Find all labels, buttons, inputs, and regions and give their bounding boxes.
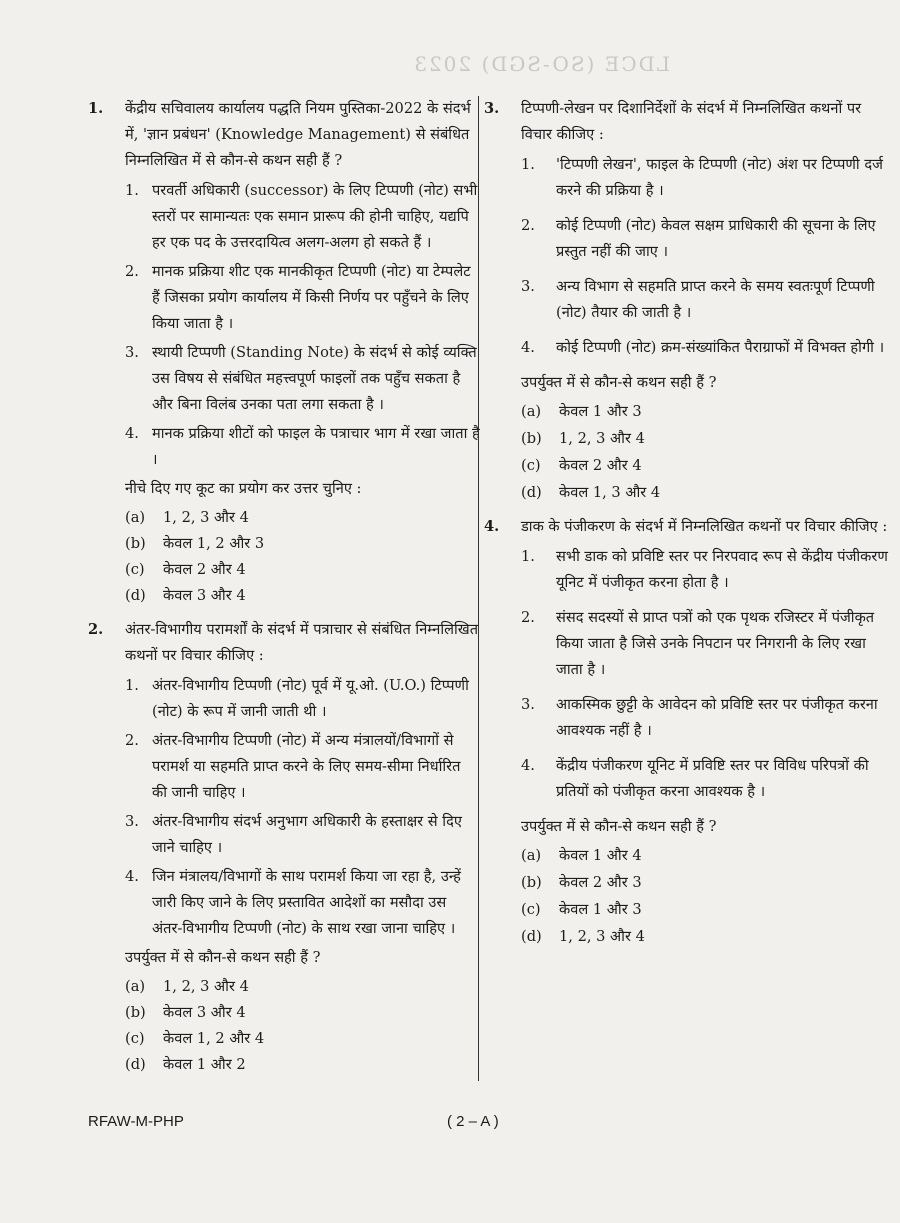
- statement-text: अंतर-विभागीय टिप्पणी (नोट) में अन्य मंत्रालयों/विभागों से परामर्श या सहमति प्राप्त करने के लिए समय-सीमा निर्धारित की जानी चाहिए ।: [152, 732, 461, 801]
- option-letter: (a): [125, 978, 146, 995]
- statement-item: [125, 178, 480, 256]
- option-text: 1, 2, 3 और 4: [163, 509, 249, 526]
- option-a[interactable]: [521, 399, 888, 425]
- option-c[interactable]: [521, 453, 888, 479]
- statement-item: [125, 864, 480, 942]
- option-letter: (a): [521, 847, 542, 864]
- statement-number: 2.: [521, 609, 535, 626]
- option-text: केवल 1 और 4: [559, 847, 642, 864]
- question-prompt: उपर्युक्त में से कौन-से कथन सही हैं ?: [125, 949, 321, 966]
- statement-text: कोई टिप्पणी (नोट) केवल सक्षम प्राधिकारी की सूचना के लिए प्रस्तुत नहीं की जाए ।: [556, 217, 876, 260]
- statement-text: कोई टिप्पणी (नोट) क्रम-संख्यांकित पैराग्राफों में विभक्त होगी ।: [556, 339, 885, 356]
- option-text: केवल 1, 2 और 4: [163, 1030, 265, 1047]
- option-letter: (a): [521, 403, 542, 420]
- option-text: केवल 1 और 2: [163, 1056, 246, 1073]
- statement-text: मानक प्रक्रिया शीटों को फाइल के पत्राचार भाग में रखा जाता है ।: [152, 425, 480, 468]
- statement-list: [125, 178, 480, 473]
- statement-item: [125, 340, 480, 418]
- question-text: डाक के पंजीकरण के संदर्भ में निम्नलिखित कथनों पर विचार कीजिए :: [521, 518, 888, 535]
- option-text: केवल 1, 3 और 4: [559, 484, 661, 501]
- question-text: केंद्रीय सचिवालय कार्यालय पद्धति नियम पुस्तिका-2022 के संदर्भ में, 'ज्ञान प्रबंधन' (Knowledge Management) से संबंधित निम्नलिखित में से कौन-से कथन सही हैं ?: [125, 100, 471, 169]
- option-c[interactable]: [125, 1026, 480, 1052]
- statement-text: अन्य विभाग से सहमति प्राप्त करने के समय स्वतःपूर्ण टिप्पणी (नोट) तैयार की जाती है ।: [556, 278, 875, 321]
- statement-text: जिन मंत्रालय/विभागों के साथ परामर्श किया जा रहा है, उन्हें जारी किए जाने के लिए प्रस्तावित आदेशों का मसौदा उस अंतर-विभागीय टिप्पणी (नोट) के साथ रखा जाना चाहिए ।: [152, 868, 461, 937]
- option-a[interactable]: [521, 843, 888, 869]
- statement-number: 3.: [521, 278, 535, 295]
- option-d[interactable]: [125, 583, 480, 609]
- statement-number: 3.: [521, 696, 535, 713]
- statement-item: [521, 544, 888, 596]
- statement-item: [521, 753, 888, 805]
- statement-number: 1.: [521, 548, 535, 565]
- statement-list: [521, 152, 888, 361]
- option-text: 1, 2, 3 और 4: [559, 928, 645, 945]
- statement-item: [125, 421, 480, 473]
- question-number: 2.: [88, 621, 104, 638]
- statement-item: [125, 809, 480, 861]
- option-letter: (b): [521, 430, 542, 447]
- option-letter: (d): [521, 484, 542, 501]
- option-d[interactable]: [521, 924, 888, 950]
- option-text: केवल 2 और 3: [559, 874, 642, 891]
- statement-text: 'टिप्पणी लेखन', फाइल के टिप्पणी (नोट) अंश पर टिप्पणी दर्ज करने की प्रक्रिया है ।: [556, 156, 883, 199]
- option-text: 1, 2, 3 और 4: [559, 430, 645, 447]
- option-c[interactable]: [125, 557, 480, 583]
- statement-number: 1.: [125, 182, 139, 199]
- statement-number: 3.: [125, 813, 139, 830]
- option-b[interactable]: [125, 531, 480, 557]
- statement-item: [521, 152, 888, 204]
- bleed-through-text: LDCE (SO-SGD) 2023: [412, 52, 670, 76]
- statement-number: 4.: [125, 425, 139, 442]
- statement-item: [521, 213, 888, 265]
- question-prompt: नीचे दिए गए कूट का प्रयोग कर उत्तर चुनिए :: [125, 480, 362, 497]
- option-letter: (d): [125, 587, 146, 604]
- option-d[interactable]: [521, 480, 888, 506]
- option-letter: (c): [125, 1030, 145, 1047]
- option-letter: (c): [521, 457, 541, 474]
- option-b[interactable]: [521, 426, 888, 452]
- option-c[interactable]: [521, 897, 888, 923]
- statement-text: अंतर-विभागीय टिप्पणी (नोट) पूर्व में यू.ओ. (U.O.) टिप्पणी (नोट) के रूप में जानी जाती थी ।: [152, 677, 469, 720]
- statement-number: 4.: [125, 868, 139, 885]
- statement-number: 2.: [125, 263, 139, 280]
- option-text: 1, 2, 3 और 4: [163, 978, 249, 995]
- statement-list: [521, 544, 888, 805]
- paper-code: RFAW-M-PHP: [88, 1113, 184, 1130]
- statement-list: [125, 673, 480, 942]
- option-text: केवल 3 और 4: [163, 587, 246, 604]
- statement-number: 3.: [125, 344, 139, 361]
- statement-item: [521, 335, 888, 361]
- statement-text: संसद सदस्यों से प्राप्त पत्रों को एक पृथक रजिस्टर में पंजीकृत किया जाता है जिसे उनके निपटान पर निगरानी के लिए रखा जाता है ।: [556, 609, 875, 678]
- option-text: केवल 3 और 4: [163, 1004, 246, 1021]
- statement-number: 4.: [521, 757, 535, 774]
- question-number: 4.: [484, 518, 500, 535]
- left-column: [88, 96, 480, 1086]
- option-a[interactable]: [125, 974, 480, 1000]
- right-column: [484, 96, 888, 958]
- option-letter: (b): [125, 1004, 146, 1021]
- statement-text: मानक प्रक्रिया शीट एक मानकीकृत टिप्पणी (नोट) या टेम्पलेट हैं जिसका प्रयोग कार्यालय में किसी निर्णय पर पहुँचने के लिए किया जाता है ।: [152, 263, 471, 332]
- statement-item: [521, 692, 888, 744]
- question-text: अंतर-विभागीय परामर्शों के संदर्भ में पत्राचार से संबंधित निम्नलिखित कथनों पर विचार कीजिए :: [125, 621, 479, 664]
- statement-number: 1.: [521, 156, 535, 173]
- option-b[interactable]: [125, 1000, 480, 1026]
- option-text: केवल 2 और 4: [163, 561, 246, 578]
- statement-number: 2.: [125, 732, 139, 749]
- option-letter: (b): [521, 874, 542, 891]
- question-number: 3.: [484, 100, 500, 117]
- option-b[interactable]: [521, 870, 888, 896]
- option-letter: (d): [521, 928, 542, 945]
- statement-item: [125, 673, 480, 725]
- statement-text: आकस्मिक छुट्टी के आवेदन को प्रविष्टि स्तर पर पंजीकृत करना आवश्यक नहीं है ।: [556, 696, 878, 739]
- option-d[interactable]: [125, 1052, 480, 1078]
- question-prompt: उपर्युक्त में से कौन-से कथन सही हैं ?: [521, 374, 717, 391]
- statement-text: स्थायी टिप्पणी (Standing Note) के संदर्भ से कोई व्यक्ति उस विषय से संबंधित महत्त्वपूर्ण फाइलों तक पहुँच सकता है और बिना विलंब उनका पता लगा सकता है ।: [152, 344, 477, 413]
- option-letter: (b): [125, 535, 146, 552]
- option-text: केवल 1 और 3: [559, 403, 642, 420]
- question-prompt: उपर्युक्त में से कौन-से कथन सही हैं ?: [521, 818, 717, 835]
- statement-text: केंद्रीय पंजीकरण यूनिट में प्रविष्टि स्तर पर विविध परिपत्रों की प्रतियों को पंजीकृत करना आवश्यक है ।: [556, 757, 869, 800]
- option-text: केवल 1, 2 और 3: [163, 535, 265, 552]
- statement-item: [521, 274, 888, 326]
- statement-text: परवर्ती अधिकारी (successor) के लिए टिप्पणी (नोट) सभी स्तरों पर सामान्यतः एक समान प्रारूप की होनी चाहिए, यद्यपि हर एक पद के उत्तरदायित्व अलग-अलग हो सकते हैं ।: [152, 182, 478, 251]
- question-3: [484, 96, 888, 506]
- question-number: 1.: [88, 100, 104, 117]
- statement-text: सभी डाक को प्रविष्टि स्तर पर निरपवाद रूप से केंद्रीय पंजीकरण यूनिट में पंजीकृत करना होता है ।: [556, 548, 888, 591]
- option-letter: (a): [125, 509, 146, 526]
- option-letter: (c): [521, 901, 541, 918]
- option-text: केवल 2 और 4: [559, 457, 642, 474]
- question-2: [88, 617, 480, 1078]
- option-a[interactable]: [125, 505, 480, 531]
- question-1: [88, 96, 480, 609]
- option-text: केवल 1 और 3: [559, 901, 642, 918]
- statement-item: [125, 728, 480, 806]
- statement-number: 4.: [521, 339, 535, 356]
- question-4: [484, 514, 888, 950]
- column-divider: [478, 96, 479, 1081]
- option-letter: (d): [125, 1056, 146, 1073]
- statement-number: 2.: [521, 217, 535, 234]
- question-text: टिप्पणी-लेखन पर दिशानिर्देशों के संदर्भ में निम्नलिखित कथनों पर विचार कीजिए :: [521, 100, 862, 143]
- statement-item: [521, 605, 888, 683]
- page-number: ( 2 – A ): [447, 1113, 499, 1130]
- statement-text: अंतर-विभागीय संदर्भ अनुभाग अधिकारी के हस्ताक्षर से दिए जाने चाहिए ।: [152, 813, 462, 856]
- statement-item: [125, 259, 480, 337]
- option-letter: (c): [125, 561, 145, 578]
- statement-number: 1.: [125, 677, 139, 694]
